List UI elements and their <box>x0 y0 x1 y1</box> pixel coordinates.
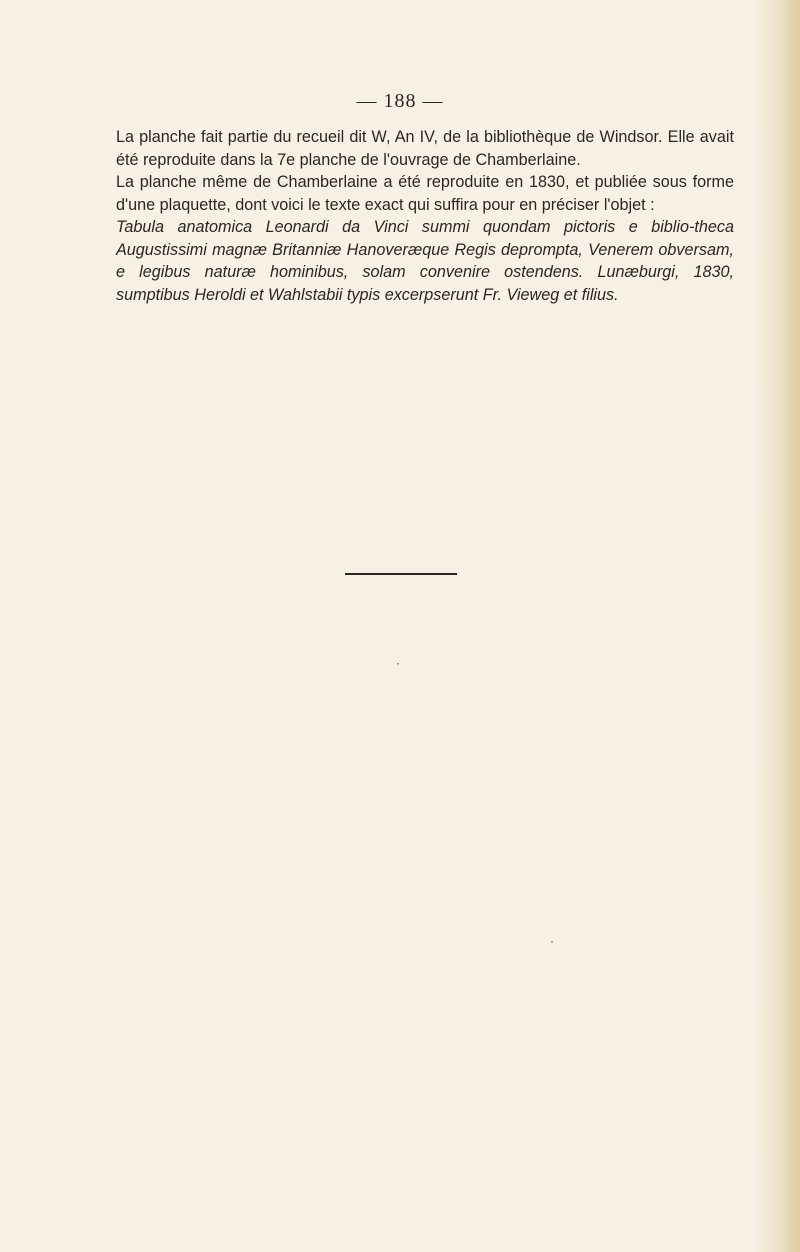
ink-speck: · <box>396 656 400 670</box>
latin-title-quote: Tabula anatomica Leonardi da Vinci summi quondam pictoris e biblio-theca Augustissimi magnæ Britanniæ Hanoveræque Regis deprompta, Venerem obversam, e legibus naturæ hominibus, solam convenire ostendens. Lunæburgi, 1830, sumptibus Heroldi et Wahlstabii typis excerpserunt Fr. Vieweg et filius. <box>116 218 734 304</box>
paragraph-windsor: La planche fait partie du recueil dit W, An IV, de la bibliothèque de Windsor. Elle avait été reproduite dans la 7e planche de l'ouvrage de Chamberlaine. <box>116 128 734 169</box>
body-text <box>116 126 734 306</box>
page-edge-shadow <box>754 0 800 1252</box>
ink-speck: · <box>550 934 554 948</box>
page-number: — 188 — <box>356 90 444 112</box>
separator-rule <box>345 573 457 575</box>
paragraph-chamberlaine: La planche même de Chamberlaine a été reproduite en 1830, et publiée sous forme d'une plaquette, dont voici le texte exact qui suffira pour en préciser l'objet : <box>116 173 734 214</box>
